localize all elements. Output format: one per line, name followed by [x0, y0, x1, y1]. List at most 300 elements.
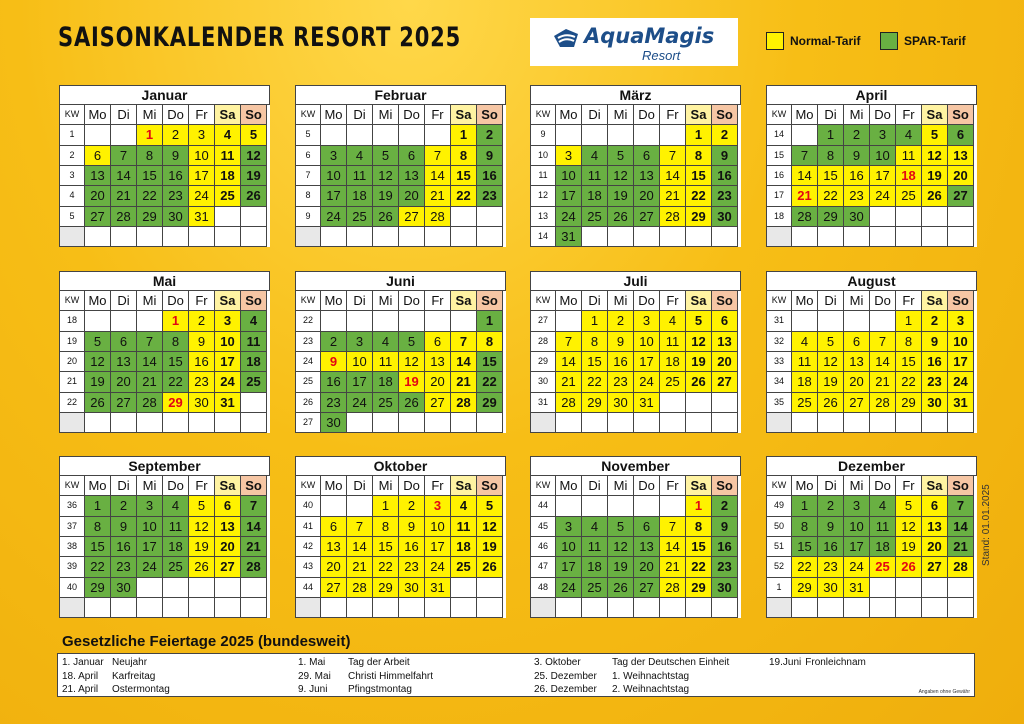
day-cell: 11: [660, 332, 686, 352]
day-cell: 24: [321, 207, 347, 227]
empty-cell: [792, 125, 818, 145]
weekday-header: Mi: [137, 291, 163, 311]
day-cell: 22: [582, 372, 608, 392]
day-cell: 19: [922, 166, 948, 186]
day-cell: 28: [948, 557, 974, 577]
day-cell: 4: [896, 125, 922, 145]
week-number: [60, 413, 85, 433]
week-number: 14: [767, 125, 792, 145]
day-cell: 24: [425, 557, 451, 577]
day-cell: 19: [896, 537, 922, 557]
month-grid: [766, 475, 977, 618]
week-number: 34: [767, 372, 792, 392]
day-cell: 31: [556, 227, 582, 247]
empty-cell: [582, 227, 608, 247]
day-cell: 9: [321, 352, 347, 372]
day-cell: 21: [870, 372, 896, 392]
day-cell: 4: [215, 125, 241, 145]
day-cell: 5: [241, 125, 267, 145]
weekday-header: Mo: [792, 476, 818, 496]
day-cell: 13: [712, 332, 738, 352]
day-cell: 20: [948, 166, 974, 186]
weekday-header: So: [241, 105, 267, 125]
week-number: [531, 598, 556, 618]
weekday-header: Sa: [922, 291, 948, 311]
month-mai: [59, 271, 270, 433]
day-cell: 10: [347, 352, 373, 372]
kw-header: KW: [767, 476, 792, 496]
day-cell: 23: [844, 186, 870, 206]
day-cell: 26: [241, 186, 267, 206]
day-cell: 3: [948, 311, 974, 331]
stand-date: Stand: 01.01.2025: [981, 484, 992, 566]
empty-cell: [373, 598, 399, 618]
week-number: 50: [767, 517, 792, 537]
day-cell: 27: [844, 393, 870, 413]
month-name: Dezember: [766, 456, 977, 475]
day-cell: 14: [111, 166, 137, 186]
day-cell: 31: [215, 393, 241, 413]
month-grid: [295, 475, 506, 618]
day-cell: 15: [582, 352, 608, 372]
empty-cell: [660, 496, 686, 516]
empty-cell: [111, 125, 137, 145]
day-cell: 22: [792, 557, 818, 577]
weekday-header: Fr: [896, 105, 922, 125]
weekday-header: So: [477, 291, 503, 311]
month-name: März: [530, 85, 741, 104]
day-cell: 17: [870, 166, 896, 186]
week-number: 15: [767, 146, 792, 166]
day-cell: 28: [425, 207, 451, 227]
day-cell: 8: [451, 146, 477, 166]
week-number: 27: [531, 311, 556, 331]
kw-header: KW: [531, 476, 556, 496]
day-cell: 14: [241, 517, 267, 537]
empty-cell: [189, 578, 215, 598]
empty-cell: [241, 227, 267, 247]
weekday-header: Sa: [215, 291, 241, 311]
day-cell: 3: [215, 311, 241, 331]
weekday-header: Mo: [321, 291, 347, 311]
day-cell: 13: [85, 166, 111, 186]
day-cell: 25: [896, 186, 922, 206]
week-number: 19: [60, 332, 85, 352]
weekday-header: Mi: [844, 476, 870, 496]
day-cell: 2: [321, 332, 347, 352]
day-cell: 27: [948, 186, 974, 206]
empty-cell: [660, 393, 686, 413]
week-number: [531, 413, 556, 433]
empty-cell: [321, 125, 347, 145]
day-cell: 21: [948, 537, 974, 557]
weekday-header: Do: [399, 105, 425, 125]
day-cell: 17: [634, 352, 660, 372]
empty-cell: [163, 413, 189, 433]
week-number: 40: [296, 496, 321, 516]
holiday-entry: [534, 683, 729, 697]
day-cell: 1: [451, 125, 477, 145]
day-cell: 28: [137, 393, 163, 413]
empty-cell: [85, 598, 111, 618]
empty-cell: [347, 496, 373, 516]
day-cell: 4: [870, 496, 896, 516]
day-cell: 12: [922, 146, 948, 166]
week-number: 35: [767, 393, 792, 413]
weekday-header: So: [948, 105, 974, 125]
weekday-header: So: [712, 291, 738, 311]
day-cell: 22: [85, 557, 111, 577]
day-cell: 1: [85, 496, 111, 516]
day-cell: 27: [111, 393, 137, 413]
day-cell: 12: [608, 166, 634, 186]
empty-cell: [321, 496, 347, 516]
day-cell: 2: [712, 496, 738, 516]
day-cell: 23: [399, 557, 425, 577]
day-cell: 9: [189, 332, 215, 352]
weekday-header: Di: [582, 105, 608, 125]
month-maerz: [530, 85, 741, 247]
day-cell: 18: [870, 537, 896, 557]
day-cell: 30: [922, 393, 948, 413]
disclaimer: Angaben ohne Gewähr: [918, 689, 970, 695]
day-cell: 5: [686, 311, 712, 331]
weekday-header: Do: [163, 476, 189, 496]
day-cell: 3: [844, 496, 870, 516]
day-cell: 28: [556, 393, 582, 413]
empty-cell: [85, 311, 111, 331]
day-cell: 26: [373, 207, 399, 227]
empty-cell: [373, 125, 399, 145]
empty-cell: [870, 413, 896, 433]
day-cell: 2: [608, 311, 634, 331]
day-cell: 11: [792, 352, 818, 372]
month-grid: [59, 104, 270, 247]
day-cell: 16: [399, 537, 425, 557]
week-number: 30: [531, 372, 556, 392]
empty-cell: [137, 413, 163, 433]
empty-cell: [399, 413, 425, 433]
day-cell: 18: [582, 557, 608, 577]
week-number: 29: [531, 352, 556, 372]
day-cell: 6: [425, 332, 451, 352]
day-cell: 1: [818, 125, 844, 145]
holidays-column: [62, 656, 170, 697]
day-cell: 29: [896, 393, 922, 413]
day-cell: 11: [870, 517, 896, 537]
empty-cell: [896, 207, 922, 227]
day-cell: 14: [137, 352, 163, 372]
day-cell: 1: [477, 311, 503, 331]
empty-cell: [451, 311, 477, 331]
day-cell: 29: [373, 578, 399, 598]
day-cell: 23: [477, 186, 503, 206]
day-cell: 20: [85, 186, 111, 206]
weekday-header: So: [241, 476, 267, 496]
week-number: 32: [767, 332, 792, 352]
day-cell: 29: [686, 207, 712, 227]
day-cell: 30: [844, 207, 870, 227]
day-cell: 21: [451, 372, 477, 392]
day-cell: 6: [111, 332, 137, 352]
legend-normal-tarif: [766, 31, 860, 51]
empty-cell: [85, 413, 111, 433]
empty-cell: [399, 311, 425, 331]
weekday-header: Mo: [321, 476, 347, 496]
empty-cell: [634, 598, 660, 618]
day-cell: 27: [922, 557, 948, 577]
day-cell: 3: [137, 496, 163, 516]
day-cell: 12: [608, 537, 634, 557]
day-cell: 4: [660, 311, 686, 331]
day-cell: 7: [870, 332, 896, 352]
empty-cell: [582, 598, 608, 618]
day-cell: 11: [241, 332, 267, 352]
holiday-date: 29. Mai: [298, 670, 331, 682]
day-cell: 16: [712, 166, 738, 186]
day-cell: 31: [189, 207, 215, 227]
weekday-header: So: [948, 476, 974, 496]
empty-cell: [896, 413, 922, 433]
weekday-header: Fr: [425, 105, 451, 125]
month-grid: [530, 290, 741, 433]
day-cell: 4: [163, 496, 189, 516]
empty-cell: [844, 311, 870, 331]
empty-cell: [477, 598, 503, 618]
day-cell: 6: [215, 496, 241, 516]
day-cell: 10: [425, 517, 451, 537]
empty-cell: [870, 207, 896, 227]
day-cell: 25: [163, 557, 189, 577]
weekday-header: Fr: [189, 105, 215, 125]
kw-header: KW: [531, 105, 556, 125]
day-cell: 26: [896, 557, 922, 577]
day-cell: 4: [582, 517, 608, 537]
weekday-header: Do: [634, 476, 660, 496]
day-cell: 5: [399, 332, 425, 352]
month-grid: [766, 290, 977, 433]
day-cell: 29: [792, 578, 818, 598]
day-cell: 7: [451, 332, 477, 352]
day-cell: 24: [215, 372, 241, 392]
holidays-column: [534, 656, 729, 697]
day-cell: 25: [373, 393, 399, 413]
empty-cell: [347, 598, 373, 618]
holiday-name: Tag der Arbeit: [348, 657, 410, 668]
day-cell: 5: [896, 496, 922, 516]
month-september: [59, 456, 270, 618]
empty-cell: [844, 598, 870, 618]
empty-cell: [818, 311, 844, 331]
day-cell: 6: [399, 146, 425, 166]
day-cell: 16: [189, 352, 215, 372]
week-number: 2: [60, 146, 85, 166]
week-number: 51: [767, 537, 792, 557]
day-cell: 5: [189, 496, 215, 516]
day-cell: 2: [189, 311, 215, 331]
empty-cell: [477, 227, 503, 247]
weekday-header: Sa: [451, 105, 477, 125]
day-cell: 1: [792, 496, 818, 516]
day-cell: 23: [608, 372, 634, 392]
week-number: 43: [296, 557, 321, 577]
weekday-header: Mi: [608, 476, 634, 496]
empty-cell: [896, 578, 922, 598]
day-cell: 4: [792, 332, 818, 352]
day-cell: 14: [660, 537, 686, 557]
day-cell: 18: [582, 186, 608, 206]
holiday-date: 21. April: [62, 684, 99, 695]
empty-cell: [399, 125, 425, 145]
day-cell: 3: [189, 125, 215, 145]
weekday-header: Do: [399, 476, 425, 496]
week-number: 26: [296, 393, 321, 413]
weekday-header: Mo: [556, 105, 582, 125]
empty-cell: [712, 413, 738, 433]
day-cell: 11: [347, 166, 373, 186]
day-cell: 9: [399, 517, 425, 537]
day-cell: 17: [844, 537, 870, 557]
empty-cell: [241, 413, 267, 433]
day-cell: 19: [608, 186, 634, 206]
weekday-header: Do: [870, 105, 896, 125]
week-number: 6: [296, 146, 321, 166]
empty-cell: [241, 207, 267, 227]
weekday-header: So: [948, 291, 974, 311]
empty-cell: [870, 227, 896, 247]
day-cell: 2: [844, 125, 870, 145]
weekday-header: Mi: [373, 291, 399, 311]
holiday-date: 1. Mai: [298, 657, 326, 668]
empty-cell: [634, 227, 660, 247]
day-cell: 25: [792, 393, 818, 413]
day-cell: 1: [896, 311, 922, 331]
day-cell: 26: [818, 393, 844, 413]
kw-header: KW: [60, 476, 85, 496]
weekday-header: Fr: [425, 476, 451, 496]
month-juni: [295, 271, 506, 433]
holiday-name: Karfreitag: [112, 670, 156, 682]
kw-header: KW: [531, 291, 556, 311]
week-number: 31: [767, 311, 792, 331]
day-cell: 20: [215, 537, 241, 557]
day-cell: 23: [922, 372, 948, 392]
weekday-header: Do: [163, 291, 189, 311]
day-cell: 4: [347, 146, 373, 166]
day-cell: 11: [896, 146, 922, 166]
day-cell: 10: [137, 517, 163, 537]
day-cell: 12: [896, 517, 922, 537]
day-cell: 18: [241, 352, 267, 372]
week-number: 3: [60, 166, 85, 186]
day-cell: 26: [399, 393, 425, 413]
day-cell: 15: [477, 352, 503, 372]
weekday-header: Mo: [85, 476, 111, 496]
day-cell: 8: [163, 332, 189, 352]
week-number: 52: [767, 557, 792, 577]
day-cell: 2: [163, 125, 189, 145]
day-cell: 19: [399, 372, 425, 392]
month-name: August: [766, 271, 977, 290]
day-cell: 27: [85, 207, 111, 227]
day-cell: 14: [948, 517, 974, 537]
weekday-header: So: [241, 291, 267, 311]
day-cell: 15: [686, 537, 712, 557]
day-cell: 1: [137, 125, 163, 145]
holiday-entry: [62, 683, 170, 697]
holiday-date: 1. Januar: [62, 657, 104, 668]
empty-cell: [347, 125, 373, 145]
holiday-name: Fronleichnam: [805, 657, 866, 668]
week-number: 31: [531, 393, 556, 413]
day-cell: 22: [451, 186, 477, 206]
weekday-header: Di: [111, 291, 137, 311]
day-cell: 10: [634, 332, 660, 352]
empty-cell: [608, 598, 634, 618]
day-cell: 13: [634, 166, 660, 186]
day-cell: 7: [948, 496, 974, 516]
day-cell: 30: [399, 578, 425, 598]
empty-cell: [321, 227, 347, 247]
empty-cell: [321, 311, 347, 331]
day-cell: 5: [85, 332, 111, 352]
week-number: [60, 598, 85, 618]
day-cell: 24: [870, 186, 896, 206]
day-cell: 13: [425, 352, 451, 372]
weekday-header: Sa: [451, 291, 477, 311]
day-cell: 16: [163, 166, 189, 186]
holiday-name: 2. Weihnachtstag: [612, 684, 690, 695]
week-number: 22: [60, 393, 85, 413]
day-cell: 21: [111, 186, 137, 206]
weekday-header: Mi: [608, 291, 634, 311]
weekday-header: Di: [818, 476, 844, 496]
day-cell: 21: [792, 186, 818, 206]
day-cell: 9: [712, 146, 738, 166]
day-cell: 6: [85, 146, 111, 166]
empty-cell: [608, 125, 634, 145]
day-cell: 7: [556, 332, 582, 352]
week-number: 21: [60, 372, 85, 392]
day-cell: 13: [111, 352, 137, 372]
day-cell: 9: [608, 332, 634, 352]
weekday-header: Do: [399, 291, 425, 311]
weekday-header: Mi: [608, 105, 634, 125]
week-number: 33: [767, 352, 792, 372]
day-cell: 15: [163, 352, 189, 372]
weekday-header: Sa: [686, 476, 712, 496]
day-cell: 4: [451, 496, 477, 516]
empty-cell: [373, 311, 399, 331]
holiday-entry: [534, 656, 729, 670]
day-cell: 30: [818, 578, 844, 598]
day-cell: 6: [922, 496, 948, 516]
day-cell: 5: [477, 496, 503, 516]
day-cell: 12: [85, 352, 111, 372]
day-cell: 26: [608, 207, 634, 227]
empty-cell: [634, 496, 660, 516]
week-number: 13: [531, 207, 556, 227]
day-cell: 5: [818, 332, 844, 352]
day-cell: 8: [373, 517, 399, 537]
day-cell: 21: [347, 557, 373, 577]
day-cell: 5: [373, 146, 399, 166]
day-cell: 24: [347, 393, 373, 413]
week-number: 24: [296, 352, 321, 372]
day-cell: 18: [896, 166, 922, 186]
week-number: 9: [296, 207, 321, 227]
holiday-name: Neujahr: [112, 657, 148, 668]
